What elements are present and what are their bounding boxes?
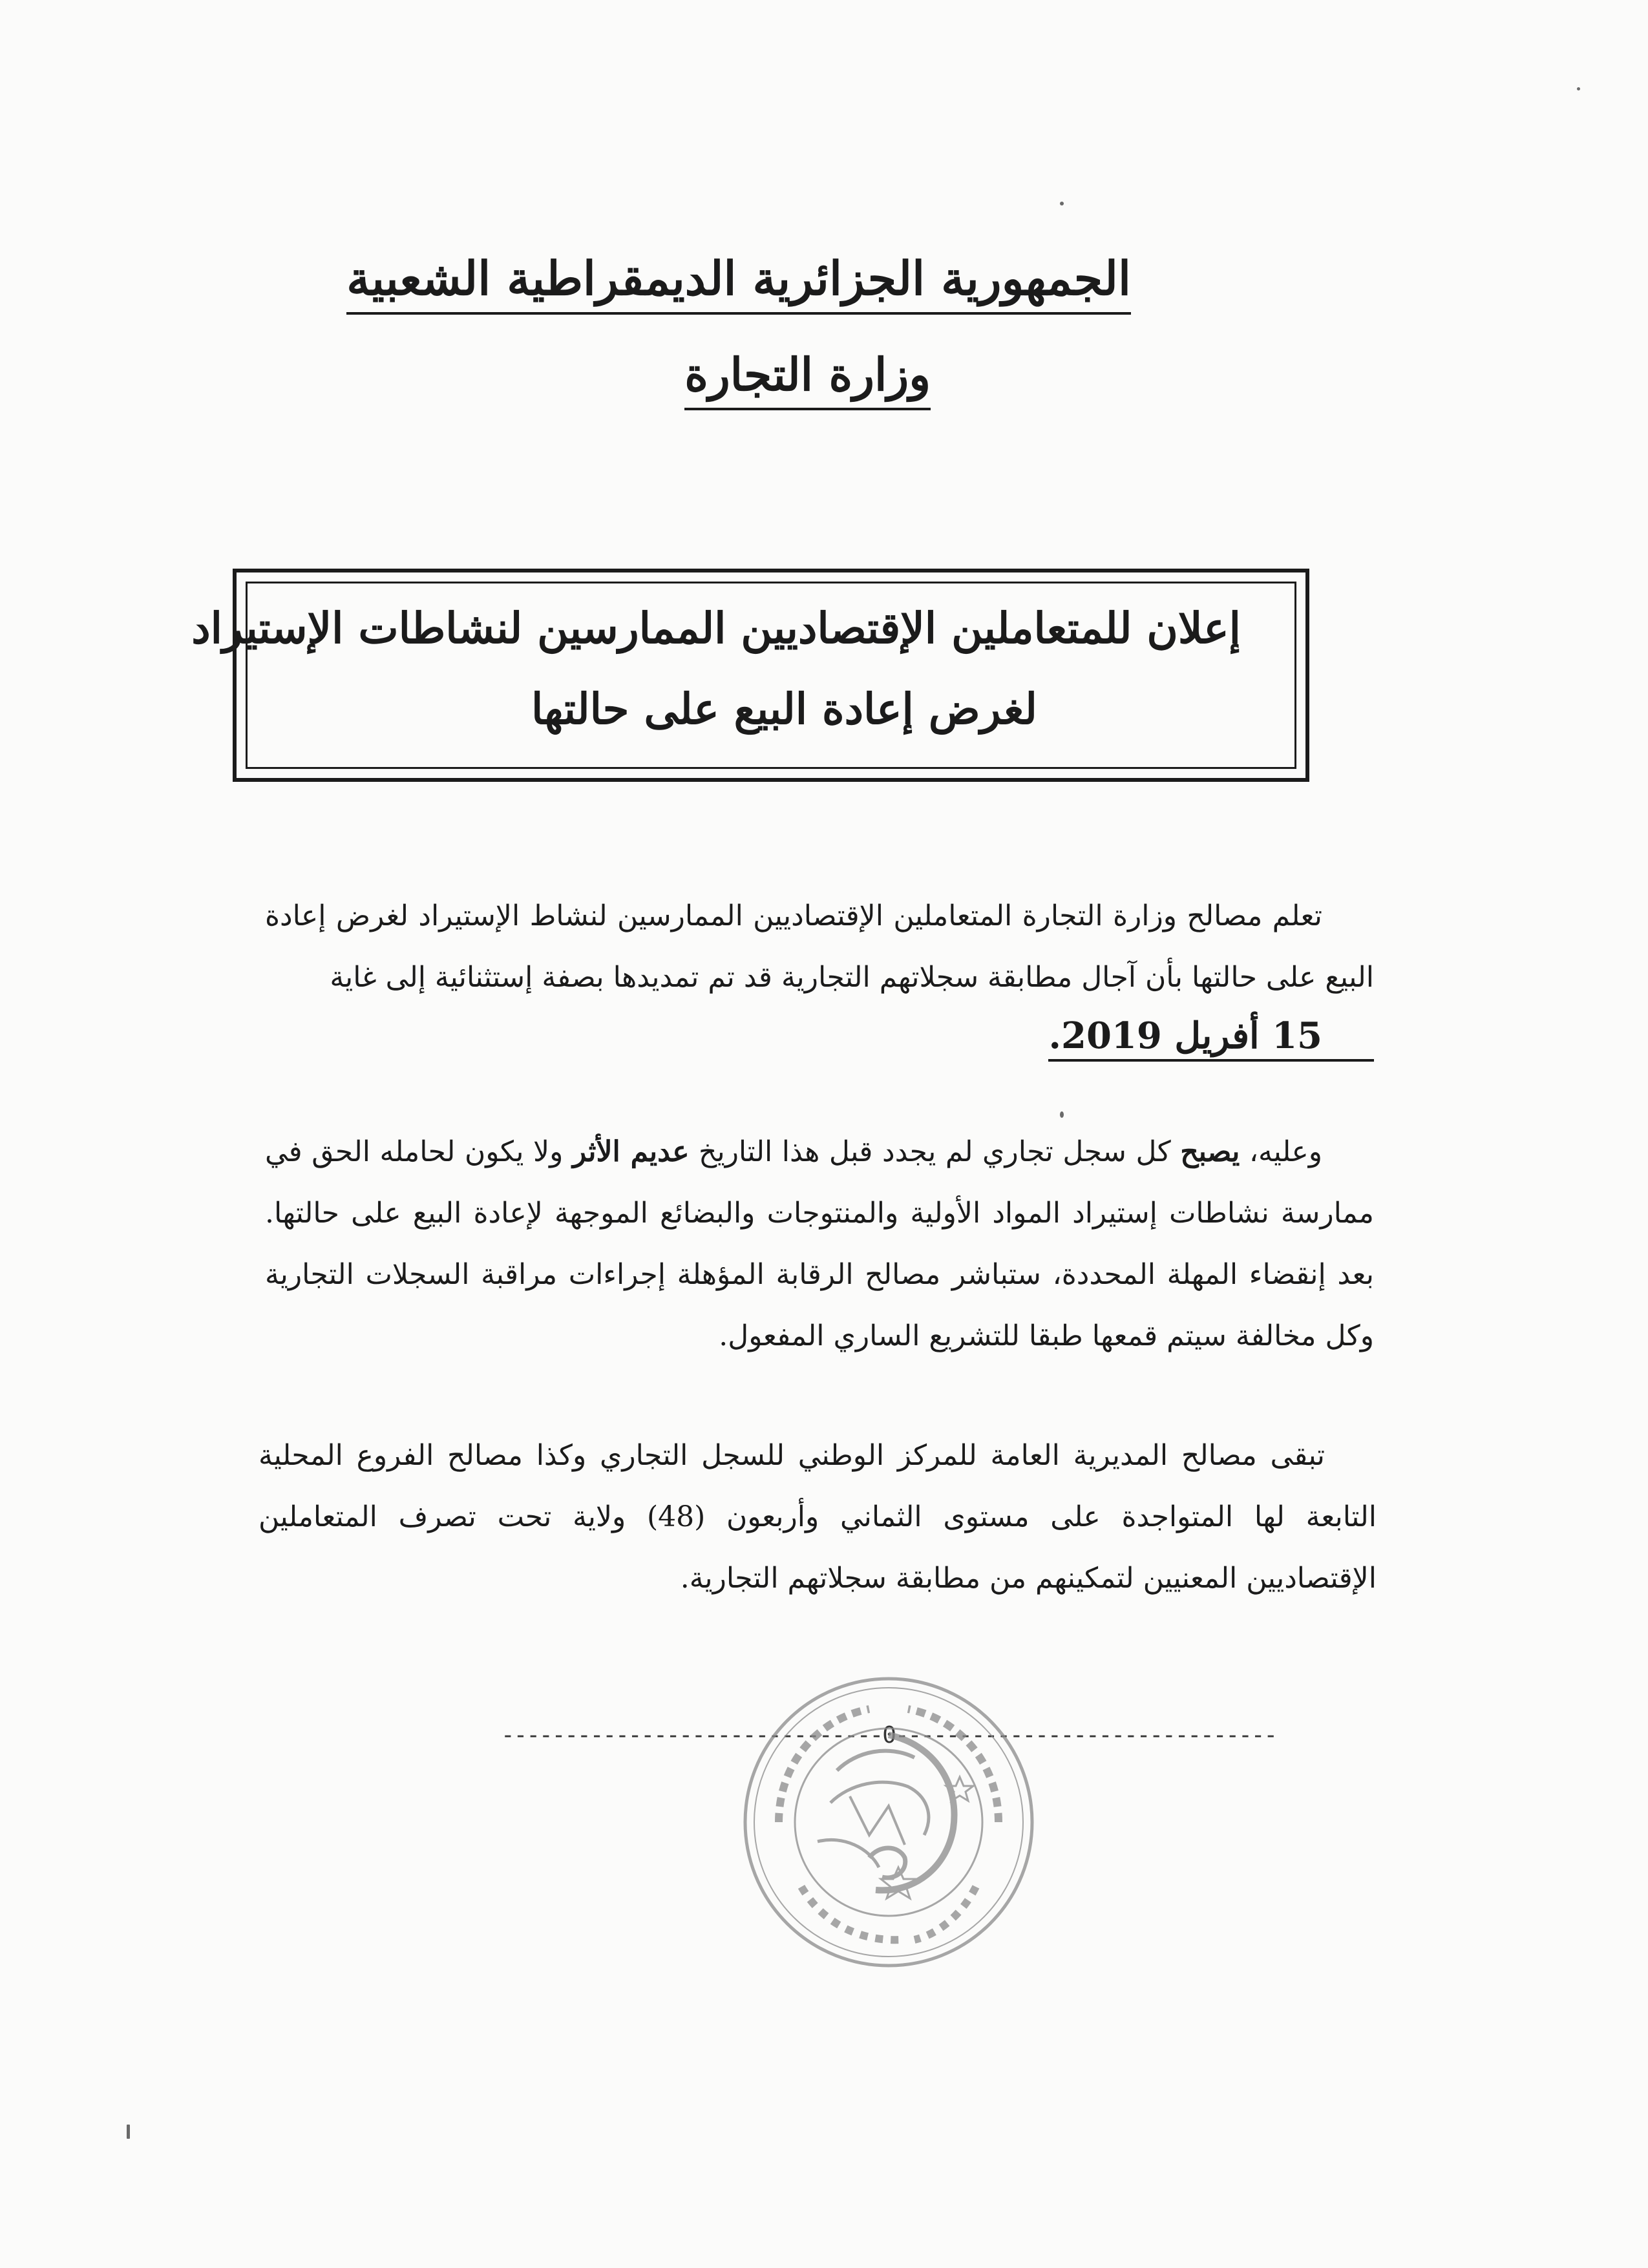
deadline-date: 15 أفريل 2019. (1048, 1016, 1374, 1062)
paragraph-services-text: تبقى مصالح المديرية العامة للمركز الوطني للسجل التجاري وكذا مصالح الفروع المحلية التابعة لها المتواجدة على مستوى الثماني وأربعون (48) ولاية تحت تصرف المتعاملين الإقتصاديين المعنيين لتمكينهم من مطابقة سجلاتهم التجارية. (259, 1439, 1377, 1595)
ministry-title: وزارة التجارة (684, 349, 931, 410)
paragraph-consequences-rest: ولا يكون لحامله الحق في ممارسة نشاطات إستيراد المواد الأولية والمنتوجات والبضائع الموجهة لإعادة البيع على حالتها. بعد إنقضاء المهلة المحددة، ستباشر مصالح الرقابة المؤهلة إجراءات مراقبة السجلات التجارية وكل مخالفة سيتم قمعها طبقا للتشريع الساري المفعول. (265, 1135, 1374, 1352)
paragraph-extension (265, 885, 1374, 1069)
paragraph-extension-text: تعلم مصالح وزارة التجارة المتعاملين الإقتصاديين الممارسين لنشاط الإستيراد لغرض إعادة البيع على حالتها بأن آجال مطابقة سجلاتهم التجارية قد تم تمديدها بصفة إستثنائية إلى غاية (265, 899, 1374, 994)
official-seal-icon (740, 1674, 1037, 1971)
scan-speck (127, 2125, 130, 2139)
scan-speck (1577, 87, 1580, 90)
notice-title-line-2: لغرض إعادة البيع على حالتها (531, 684, 1037, 734)
notice-title-line-1: إعلان للمتعاملين الإقتصاديين الممارسين لنشاطات الإستيراد (191, 603, 1241, 653)
paragraph-consequences-bold-void: عديم الأثر (572, 1135, 690, 1168)
paragraph-consequences-middle: كل سجل تجاري لم يجدد قبل هذا التاريخ (689, 1135, 1181, 1168)
signoff-dashed-rule: ------------------------------0------------------------------ (501, 1722, 1277, 1748)
scan-speck (1060, 1111, 1064, 1118)
paragraph-consequences (265, 1121, 1374, 1367)
paragraph-services (259, 1425, 1377, 1609)
country-title: الجمهورية الجزائرية الديمقراطية الشعبية (346, 252, 1131, 315)
paragraph-consequences-bold-becomes: يصبح (1180, 1135, 1240, 1168)
paragraph-consequences-intro: وعليه، (1240, 1135, 1322, 1168)
scan-speck (1060, 202, 1064, 205)
notice-title-frame (233, 569, 1309, 782)
